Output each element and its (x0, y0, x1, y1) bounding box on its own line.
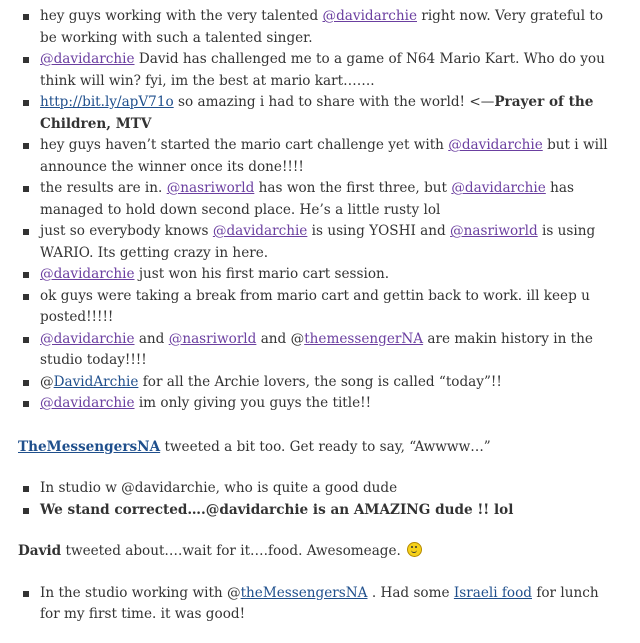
bitly-link[interactable]: http://bit.ly/apV71o (40, 94, 174, 110)
davidarchie-link[interactable]: @davidarchie (212, 223, 308, 239)
messengers-paragraph: TheMessengersNA tweeted a bit too. Get ready to say, “Awwww…” (18, 438, 491, 455)
list-item: http://bit.ly/apV71o so amazing i had to share with the world! <—Prayer of the Children, MTV (18, 92, 622, 135)
israeli-food-link[interactable]: Israeli food (453, 584, 532, 601)
themessengersna-link[interactable]: theMessengersNA (240, 584, 368, 601)
nasriworld-link[interactable]: @nasriworld (166, 180, 255, 196)
list-item: ok guys were taking a break from mario cart and gettin back to work. ill keep u posted!!!!! (18, 286, 622, 329)
tweet-list-david (18, 583, 622, 626)
list-item: @davidarchie and @nasriworld and @themessengerNA are makin history in the studio today!!!! (18, 329, 622, 372)
list-item: In the studio working with @theMessengersNA . Had some Israeli food for lunch for my first time. it was good! (18, 583, 622, 626)
list-item: @davidarchie im only giving you guys the title!! (18, 393, 622, 415)
davidarchie-link[interactable]: @davidarchie (40, 330, 135, 347)
davidarchie-link[interactable]: @davidarchie (40, 266, 135, 282)
list-item: @davidarchie David has challenged me to a game of N64 Mario Kart. Who do you think will win? fyi, im the best at mario kart……. (18, 49, 622, 92)
list-item: @DavidArchie for all the Archie lovers, the song is called “today”!! (18, 372, 622, 394)
davidarchie-link[interactable]: DavidArchie (53, 373, 139, 390)
davidarchie-link[interactable]: @davidarchie (322, 8, 417, 24)
david-paragraph: David tweeted about….wait for it….food. Awesomeage. (18, 541, 622, 563)
list-item: @davidarchie just won his first mario cart session. (18, 264, 622, 286)
list-item: In studio w @davidarchie, who is quite a good dude (18, 478, 622, 500)
smiley-icon (407, 542, 422, 557)
davidarchie-link[interactable]: @davidarchie (448, 137, 543, 153)
nasriworld-link[interactable]: @nasriworld (168, 330, 257, 347)
list-item: hey guys working with the very talented @davidarchie right now. Very grateful to be working with such a talented singer. (18, 6, 622, 49)
tweet-list-messengers (18, 478, 622, 521)
themessengerna-link[interactable]: themessengerNA (304, 330, 424, 347)
davidarchie-link[interactable]: @davidarchie (451, 180, 546, 196)
themessengersna-link[interactable]: TheMessengersNA (18, 438, 161, 455)
list-item: the results are in. @nasriworld has won the first three, but @davidarchie has managed to hold down second place. He’s a little rusty lol (18, 178, 622, 221)
tweet-list-lady-antebellum (18, 6, 622, 415)
davidarchie-link[interactable]: @davidarchie (40, 395, 135, 411)
davidarchie-link[interactable]: @davidarchie (40, 51, 135, 67)
list-item: just so everybody knows @davidarchie is using YOSHI and @nasriworld is using WARIO. Its getting crazy in here. (18, 221, 622, 264)
list-item: hey guys haven’t started the mario cart challenge yet with @davidarchie but i will announce the winner once its done!!!! (18, 135, 622, 178)
list-item: We stand corrected….@davidarchie is an AMAZING dude !! lol (18, 500, 622, 522)
nasriworld-link[interactable]: @nasriworld (450, 223, 538, 239)
